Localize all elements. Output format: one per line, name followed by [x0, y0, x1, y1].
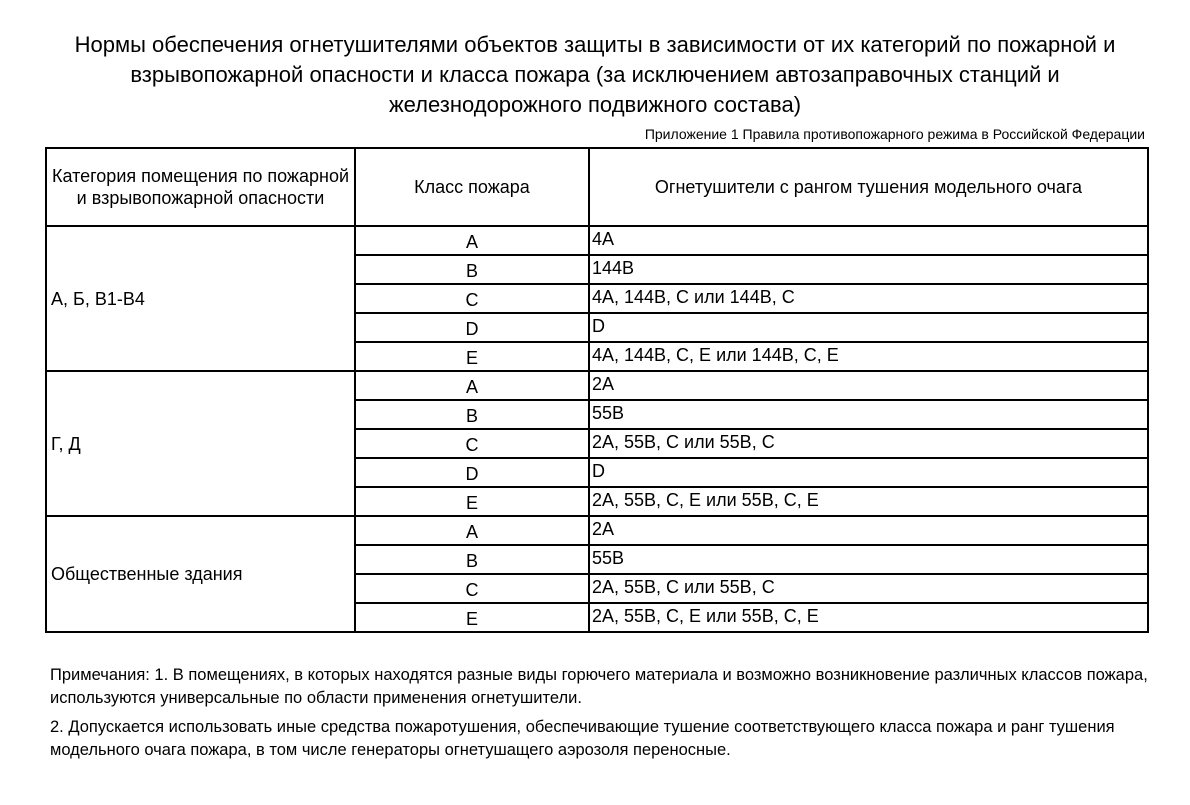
note-2: 2. Допускается использовать иные средства пожаротушения, обеспечивающие тушение соответствующего класса пожара и ранг тушения модельного очага пожара, в том числе генераторы огнетушащего аэрозоля переносные. — [50, 718, 1115, 759]
extinguishers-cell: 2А — [589, 371, 1148, 400]
table-row — [46, 371, 1148, 400]
fire-class-cell: A — [355, 371, 589, 400]
fire-class-cell: E — [355, 342, 589, 371]
norms-table — [45, 147, 1149, 633]
extinguishers-cell: 2А, 55В, С, Е или 55В, С, Е — [589, 603, 1148, 632]
fire-class-cell: C — [355, 284, 589, 313]
fire-class-cell: E — [355, 487, 589, 516]
header-extinguishers: Огнетушители с рангом тушения модельного очага — [589, 148, 1148, 226]
category-cell: Общественные здания — [46, 516, 355, 632]
extinguishers-cell: D — [589, 313, 1148, 342]
fire-class-cell: E — [355, 603, 589, 632]
fire-class-cell: B — [355, 255, 589, 284]
category-cell: А, Б, В1-В4 — [46, 226, 355, 371]
extinguishers-cell: 55В — [589, 545, 1148, 574]
extinguishers-cell: 144В — [589, 255, 1148, 284]
page-title: Нормы обеспечения огнетушителями объектов защиты в зависимости от их категорий по пожарной и взрывопожарной опасности и класса пожара (за исключением автозаправочных станций и железнодорожного подвижного состава) — [74, 32, 1116, 117]
extinguishers-cell: 4А, 144В, С или 144В, С — [589, 284, 1148, 313]
extinguishers-cell: 2А, 55В, С или 55В, С — [589, 574, 1148, 603]
extinguishers-cell: 4А — [589, 226, 1148, 255]
extinguishers-cell: 4А, 144В, С, Е или 144В, С, Е — [589, 342, 1148, 371]
extinguishers-cell: D — [589, 458, 1148, 487]
header-category: Категория помещения по пожарной и взрывопожарной опасности — [46, 148, 355, 226]
fire-class-cell: B — [355, 400, 589, 429]
table-row — [46, 516, 1148, 545]
table-header-row — [46, 148, 1148, 226]
fire-class-cell: A — [355, 226, 589, 255]
header-fire-class: Класс пожара — [355, 148, 589, 226]
extinguishers-cell: 55В — [589, 400, 1148, 429]
note-1: Примечания: 1. В помещениях, в которых находятся разные виды горючего материала и возможно возникновение различных классов пожара, используются универсальные по области применения огнетушители. — [50, 666, 1148, 707]
fire-class-cell: A — [355, 516, 589, 545]
extinguishers-cell: 2А, 55В, С или 55В, С — [589, 429, 1148, 458]
fire-class-cell: C — [355, 429, 589, 458]
fire-class-cell: B — [355, 545, 589, 574]
fire-class-cell: D — [355, 313, 589, 342]
source-caption: Приложение 1 Правила противопожарного режима в Российской Федерации — [644, 126, 1145, 142]
category-cell: Г, Д — [46, 371, 355, 516]
table-row — [46, 226, 1148, 255]
notes-section — [50, 664, 1150, 768]
extinguishers-cell: 2А, 55В, С, Е или 55В, С, Е — [589, 487, 1148, 516]
fire-class-cell: D — [355, 458, 589, 487]
fire-class-cell: C — [355, 574, 589, 603]
extinguishers-cell: 2А — [589, 516, 1148, 545]
